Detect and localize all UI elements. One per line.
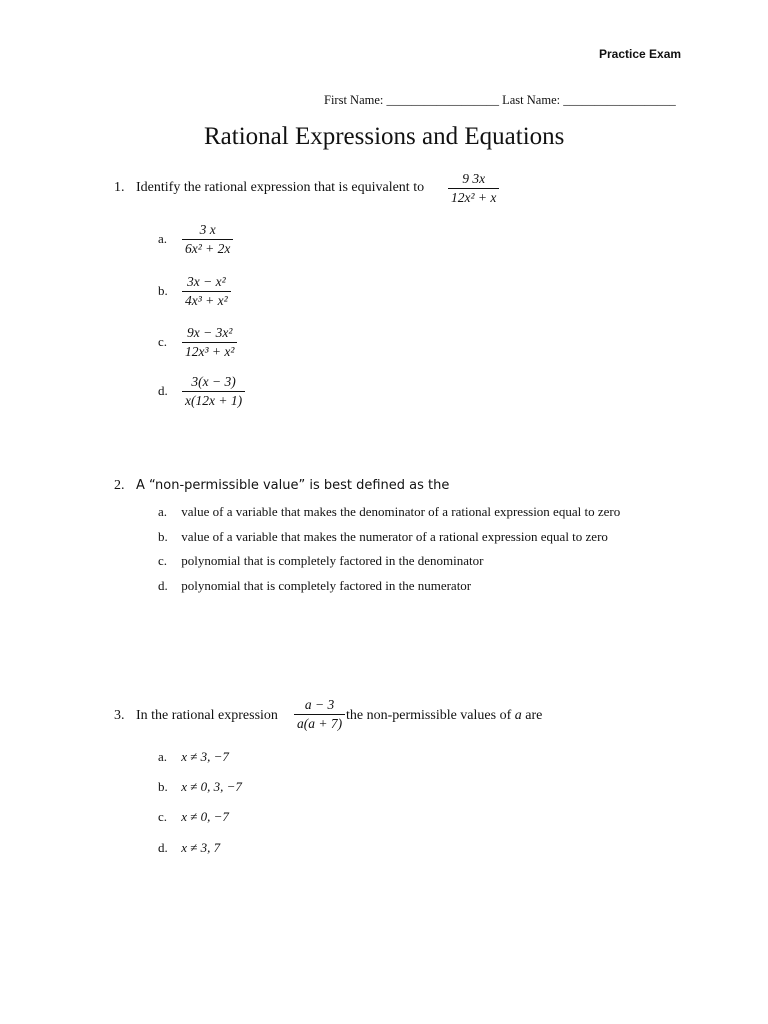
last-name-blank: __________________ bbox=[563, 93, 676, 107]
question-1-option-c bbox=[158, 325, 237, 360]
option-text: x ≠ 3, −7 bbox=[181, 749, 229, 764]
option-text: polynomial that is completely factored in the denominator bbox=[181, 553, 484, 568]
option-label: b. bbox=[158, 529, 168, 544]
option-label: c. bbox=[158, 334, 168, 350]
fraction-denominator: 12x³ + x² bbox=[182, 342, 237, 360]
text-end: are bbox=[525, 708, 543, 723]
text-after: the non-permissible values of bbox=[346, 708, 512, 723]
fraction-numerator: 3 x bbox=[199, 222, 216, 237]
fraction-numerator: 3x − x² bbox=[187, 274, 226, 289]
question-2-text: A “non-permissible value” is best defined as the bbox=[136, 478, 450, 493]
question-3-option-d bbox=[158, 840, 220, 856]
question-3-option-b bbox=[158, 779, 242, 795]
page-title: Rational Expressions and Equations bbox=[204, 123, 565, 150]
first-name-blank: __________________ bbox=[386, 93, 499, 107]
question-2-option-c bbox=[158, 553, 483, 569]
question-1-option-a bbox=[158, 222, 233, 257]
question-3-number: 3. bbox=[114, 708, 125, 723]
question-1-option-b bbox=[158, 274, 231, 309]
question-3-text-after bbox=[346, 708, 542, 724]
question-1-expression bbox=[448, 171, 499, 206]
last-name-label: Last Name: bbox=[502, 93, 561, 107]
option-text: polynomial that is completely factored in the numerator bbox=[181, 578, 472, 593]
option-label: b. bbox=[158, 779, 168, 794]
fraction-numerator: 9 3x bbox=[462, 171, 486, 186]
question-1-number: 1. bbox=[114, 180, 125, 195]
option-label: a. bbox=[158, 504, 168, 519]
option-label: c. bbox=[158, 553, 168, 568]
question-1-option-d bbox=[158, 374, 245, 409]
fraction-numerator: a − 3 bbox=[304, 697, 335, 712]
question-1-text: Identify the rational expression that is equivalent to bbox=[136, 180, 425, 195]
question-3-expression bbox=[294, 697, 345, 732]
option-text: value of a variable that makes the numerator of a rational expression equal to zero bbox=[181, 529, 608, 544]
option-label: a. bbox=[158, 749, 168, 764]
option-label: b. bbox=[158, 283, 168, 299]
fraction-denominator: x(12x + 1) bbox=[182, 391, 245, 409]
question-2-number: 2. bbox=[114, 478, 125, 493]
option-label: c. bbox=[158, 809, 168, 824]
first-name-label: First Name: bbox=[324, 93, 384, 107]
variable: a bbox=[514, 708, 522, 723]
fraction-numerator: 9x − 3x² bbox=[187, 325, 233, 340]
question-2-option-b bbox=[158, 529, 608, 545]
option-text: x ≠ 0, 3, −7 bbox=[181, 779, 242, 794]
option-label: d. bbox=[158, 578, 168, 593]
practice-exam-label: Practice Exam bbox=[599, 47, 682, 61]
fraction-denominator: 4x³ + x² bbox=[182, 291, 231, 309]
option-text: x ≠ 3, 7 bbox=[181, 840, 221, 855]
fraction-denominator: a(a + 7) bbox=[294, 714, 345, 732]
question-2-option-d bbox=[158, 578, 471, 594]
option-label: a. bbox=[158, 231, 168, 247]
question-3-option-a bbox=[158, 749, 229, 765]
name-fields bbox=[324, 93, 676, 108]
option-text: value of a variable that makes the denominator of a rational expression equal to zero bbox=[181, 504, 621, 519]
option-label: d. bbox=[158, 840, 168, 855]
fraction-numerator: 3(x − 3) bbox=[191, 374, 236, 389]
option-label: d. bbox=[158, 383, 168, 399]
question-2-option-a bbox=[158, 504, 620, 520]
question-3-text-before: In the rational expression bbox=[136, 708, 278, 723]
fraction-denominator: 12x² + x bbox=[448, 188, 499, 206]
option-text: x ≠ 0, −7 bbox=[181, 809, 229, 824]
question-3-option-c bbox=[158, 809, 229, 825]
fraction-denominator: 6x² + 2x bbox=[182, 239, 233, 257]
